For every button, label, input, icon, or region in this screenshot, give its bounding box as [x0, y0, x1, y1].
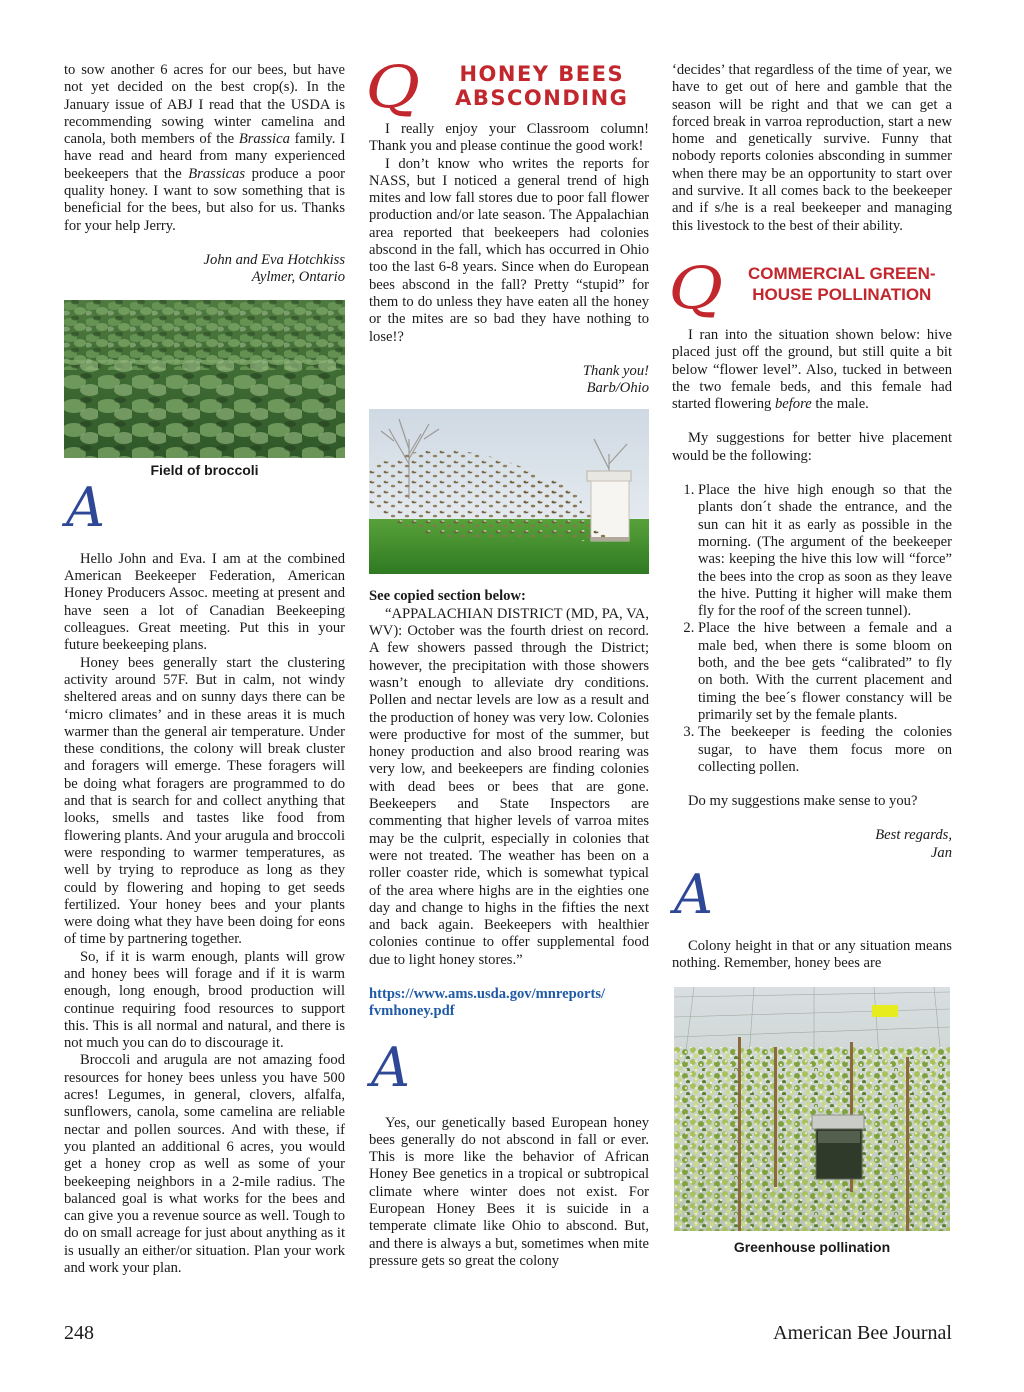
bee-swarm-image	[369, 409, 649, 574]
greenhouse-image	[674, 987, 950, 1231]
question-paragraph-1: I really enjoy your Classroom column! Thank you and please continue the good work!	[369, 121, 649, 155]
question-letter-q: Q	[668, 253, 724, 322]
greenhouse-photo	[674, 987, 950, 1231]
answer-letter-a: A	[66, 475, 105, 539]
answer-paragraph: Yes, our genetically based European honey bees generally do not abscond in fall or ever. This is more like the behavior of African Honey Bee genetics in a tropical or subtropical climate where winter does not exist. For European Honey Bees it is suicide in a temperate climate like Ohio to abscond. But, and there is always a but, sometimes when mite pressure gets so great the colony	[369, 1114, 649, 1269]
question-paragraph-1: I ran into the situation shown below: hive placed just off the ground, but still quite a bit below “flower level”. Also, tucked in between the two female beds, and this female had started flowering before the male.	[672, 326, 952, 413]
signature-name: John and Eva Hotchkiss	[203, 251, 345, 268]
suggestions-list	[672, 482, 952, 776]
journal-name: American Bee Journal	[773, 1322, 952, 1344]
column-middle	[365, 53, 649, 1270]
list-item: 2. Place the hive between a female and a male bed, when there is some bloom on both, and the bee gets “calibrated” to fly on both. With the current placement and timing the bee´s flower constancy will be primarily set by the female plants.	[698, 620, 952, 724]
article-title-line2: HOUSE POLLINATION	[752, 284, 932, 304]
question-paragraph-2: I don’t know who writes the reports for NASS, but I noticed a general trend of high mites and low fall stores due to poor fall flower production and/or late season. The Appalachian area reported that beekeepers had colonies abscond in the fall, which has occurred in Ohio too the last 6-8 years. Since when do European bees abscond in the fall? Pretty “stupid” for them to do unless they have eaten all the honey or the mites are so bad they have nothing to lose!?	[369, 155, 649, 345]
page-number: 248	[64, 1322, 94, 1344]
broccoli-field-photo	[64, 300, 345, 458]
question-letter-q: Q	[365, 53, 421, 121]
photo-caption-greenhouse: Greenhouse pollination	[733, 1238, 891, 1255]
broccoli-field-image	[64, 300, 345, 458]
article-title-line1: COMMERCIAL GREEN-	[747, 263, 936, 283]
question-header-absconding	[365, 53, 649, 121]
answer-paragraph-1: Hello John and Eva. I am at the combined American Beekeeper Federation, American Honey Producers Assoc. meeting at present and have seen a lot of Canadian Beekeeping colleagues. Great meeting. Put this in your future beekeeping plans.	[64, 550, 345, 654]
list-item: 1. Place the hive high enough so that the plants don´t shade the entrance, and the sun can hit it as early as possible in the morning. (The argument of the beekeeper was: keeping the hive this low will “force” the bees into the crop as soon as they leave the hive. Putting it higher will make them fly for the roof of the screen tunnel).	[698, 482, 952, 620]
article-title-line2: ABSCONDING	[455, 86, 629, 110]
answer-letter-a: A	[371, 1035, 410, 1099]
usda-report-link[interactable]: https://www.ams.usda.gov/mnreports/ fvmhoney.pdf	[369, 985, 606, 1020]
answer-paragraph: Colony height in that or any situation means nothing. Remember, honey bees are	[672, 937, 952, 972]
signature-location: Aylmer, Ontario	[251, 269, 345, 286]
article-title-line1: HONEY BEES	[459, 62, 625, 86]
report-quote: “APPALACHIAN DISTRICT (MD, PA, VA, WV): October was the fourth driest on record. A few showers passed through the District; however, the precipitation with those showers wasn’t enough to alleviate dry conditions. Pollen and nectar levels are low as a result and the production of honey was very low. Colonies were productive for most of the summer, but honey production and also brood rearing was very low, and beekeepers are finding colonies with dead bees or bees that are gone. Beekeepers and State Inspectors are commenting that higher levels of varroa mites may be the culprit, especially in colonies that were not treated. The weather has been on a roller coaster ride, which is somewhat typical of the area where highs are in the eighties one day and change to highs in the fifties the next and back again. Beekeepers with healthier colonies continue to offer supplemental food due to light honey stores.”	[369, 605, 649, 968]
signature-sender: Jan	[930, 844, 952, 861]
bee-swarm-photo	[369, 409, 649, 574]
answer-paragraph-4: Broccoli and arugula are not amazing food resources for honey bees unless you have 500 acres! Legumes, in general, clovers, alfalfa, sunflowers, canola, some camelina are reliable nectar and pollen sources. And with these, if you planted an additional 6 acres, you would get a honey crop as well as some of your beekeeping neighbors in a 2-mile radius. The balanced goal is what works for the bees and can give you a revenue source as well. Tough to do on small acreage for just about anything as it is usually an either/or situation. Plan your work and work your plan.	[64, 1052, 345, 1277]
answer-letter-a: A	[674, 862, 713, 926]
answer-paragraph-3: So, if it is warm enough, plants will grow and honey bees will forage and if it is warm enough, long enough, brood production will continue requiring food resources to support this. This is all normal and natural, and there is not much you can do to discourage it.	[64, 948, 345, 1052]
signature-closing: Best regards,	[875, 827, 952, 844]
question-header-greenhouse	[668, 253, 952, 322]
list-item: 3. The beekeeper is feeding the colonies sugar, to have them focus more on collecting pollen.	[698, 724, 952, 776]
photo-caption-broccoli: Field of broccoli	[150, 461, 259, 478]
column-left	[64, 62, 345, 1277]
signature-sender: Barb/Ohio	[586, 380, 649, 397]
continued-answer-text: ‘decides’ that regardless of the time of year, we have to get out of here and gamble that the season will be right and that we can get a forced break in varroa reproduction, start a new home and genetically survive. Funny that nobody reports colonies absconding in summer when there may be an opportunity to start over and survive. It all comes back to the beekeeper and if s/he is a real beekeeper and managing this livestock to the best of their ability.	[672, 62, 952, 234]
answer-paragraph-2: Honey bees generally start the clustering activity around 57F. But in calm, not windy sheltered areas and on sunny days there can be ‘micro climates’ and in these areas it is much warmer than the general air temperature. Under these conditions, the colony will break cluster and foragers will emerge. These foragers will be doing what foragers are programmed to do and that is search for and collect anything that looks, smells and tastes like food from flowering plants. And your arugula and broccoli were responding to warmer temperatures, as well by trying to reproduce as long as they could by flowering and hoping to get seeds fertilized. Your honey bees and your plants were doing what they have been doing for eons of time by partnering together.	[64, 654, 345, 948]
question-paragraph-3: Do my suggestions make sense to you?	[688, 793, 918, 810]
question-paragraph-2: My suggestions for better hive placement would be the following:	[672, 430, 952, 464]
column-right	[668, 62, 952, 1256]
see-copied-label: See copied section below:	[369, 588, 526, 605]
letter-intro-text: to sow another 6 acres for our bees, but have not yet decided on the best crop(s). In the January issue of ABJ I read that the USDA is recommending sowing winter camelina and canola, both members of the Brassica family. I have read and heard from many experienced beekeepers that the Brassicas produce a poor quality honey. I want to sow something that is beneficial for the bees, but also for us. Thanks for your help Jerry.	[64, 62, 346, 234]
signature-thanks: Thank you!	[582, 362, 649, 379]
